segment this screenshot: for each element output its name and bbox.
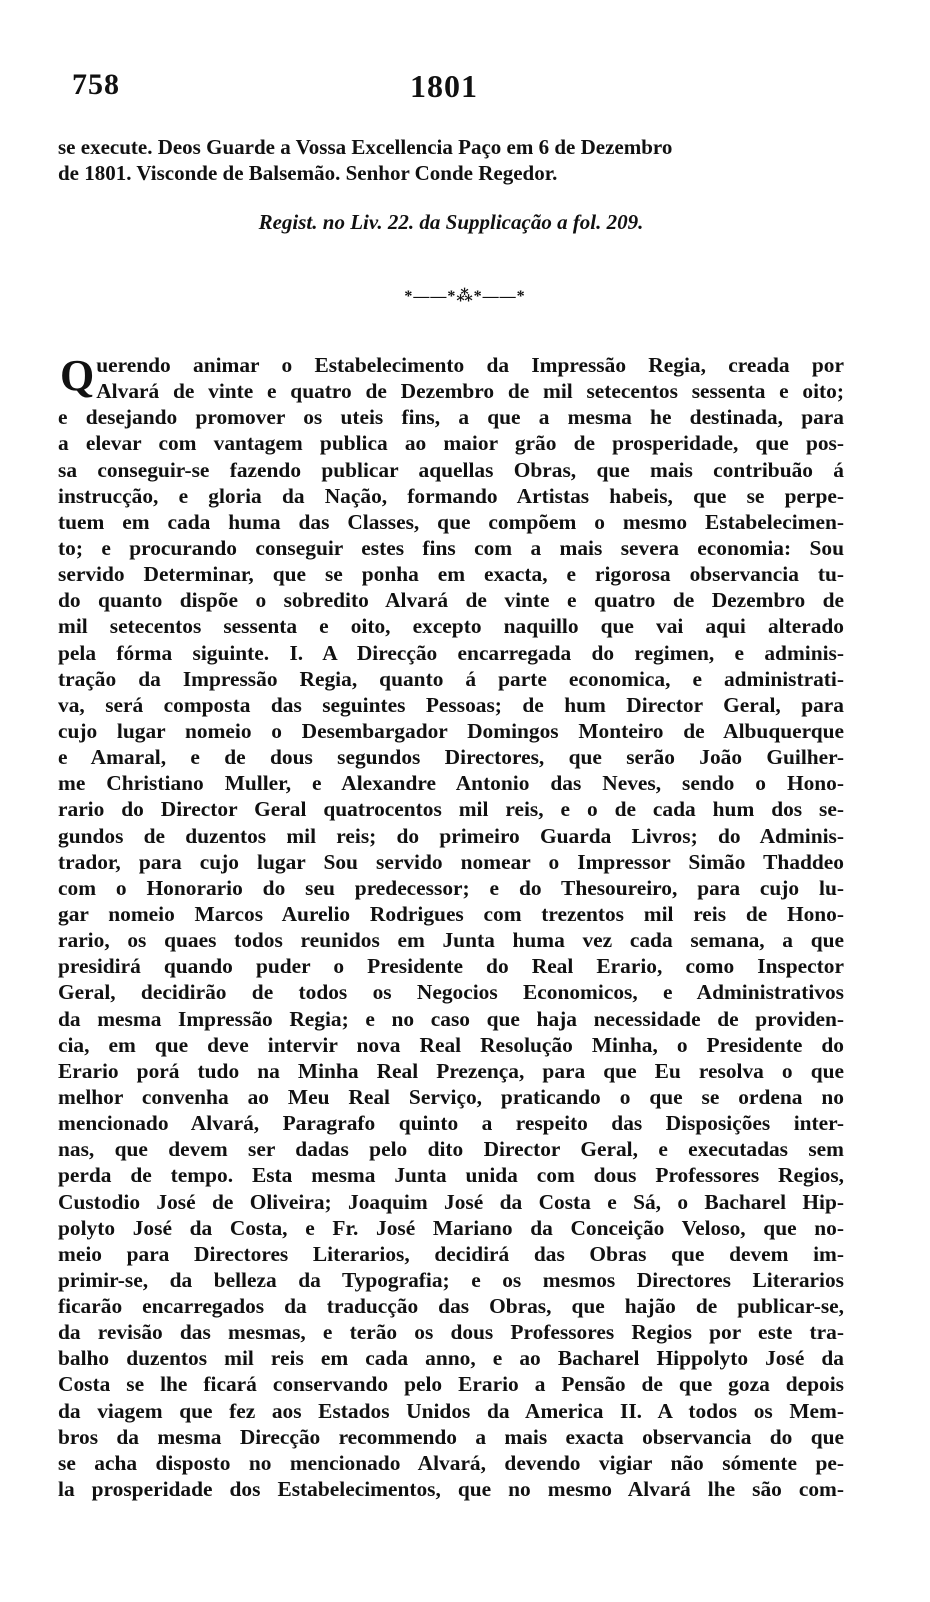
text-line: melhor convenha ao Meu Real Serviço, praticando o que se ordena no bbox=[58, 1084, 844, 1109]
text-line: trador, para cujo lugar Sou servido nomear o Impressor Simão Thaddeo bbox=[58, 849, 844, 874]
text-line: va, será composta das seguintes Pessoas; de hum Director Geral, para bbox=[58, 692, 844, 717]
text-line: presidirá quando puder o Presidente do Real Erario, como Inspector bbox=[58, 954, 844, 979]
text-line: do quanto dispõe o sobredito Alvará de vinte e quatro de Dezembro de bbox=[58, 588, 844, 613]
text-line: da mesma Impressão Regia; e no caso que haja necessidade de providen- bbox=[58, 1006, 844, 1031]
text-line: nas, que devem ser dadas pelo dito Director Geral, e executadas sem bbox=[58, 1137, 844, 1162]
text-line: gundos de duzentos mil reis; do primeiro Guarda Livros; do Adminis- bbox=[58, 823, 844, 848]
text-line: la prosperidade dos Estabelecimentos, que no mesmo Alvará lhe são com- bbox=[58, 1477, 844, 1502]
drop-cap: Q bbox=[60, 351, 95, 400]
text-line: se execute. Deos Guarde a Vossa Excellencia Paço em 6 de Dezembro bbox=[58, 135, 673, 159]
text-line: ficarão encarregados da traducção das Obras, que hajão de publicar-se, bbox=[58, 1294, 844, 1319]
text-line: gar nomeio Marcos Aurelio Rodrigues com trezentos mil reis de Hono- bbox=[58, 901, 844, 926]
text-line: primir-se, da belleza da Typografia; e os mesmos Directores Literarios bbox=[58, 1267, 844, 1292]
text-line: cujo lugar nomeio o Desembargador Domingos Monteiro de Albuquerque bbox=[58, 718, 844, 743]
text-line: com o Honorario do seu predecessor; e do Thesoureiro, para cujo lu- bbox=[58, 875, 844, 900]
text-line: polyto José da Costa, e Fr. José Mariano da Conceição Veloso, que no- bbox=[58, 1215, 844, 1240]
text-line: de 1801. Visconde de Balsemão. Senhor Conde Regedor. bbox=[58, 161, 558, 185]
text-line: Geral, decidirão de todos os Negocios Economicos, e Administrativos bbox=[58, 980, 844, 1005]
text-line: cia, em que deve intervir nova Real Resolução Minha, o Presidente do bbox=[58, 1032, 844, 1057]
page-header bbox=[72, 68, 858, 112]
text-line: tração da Impressão Regia, quanto á parte economica, e administrati- bbox=[58, 666, 844, 691]
text-line: a elevar com vantagem publica ao maior grão de prosperidade, que pos- bbox=[58, 431, 844, 456]
text-line: se acha disposto no mencionado Alvará, devendo vigiar não sómente pe- bbox=[58, 1450, 844, 1475]
registry-note: Regist. no Liv. 22. da Supplicação a fol. 209. bbox=[258, 210, 644, 234]
text-line: da revisão das mesmas, e terão os dous Professores Regios por este tra- bbox=[58, 1320, 844, 1345]
text-line: pela fórma siguinte. I. A Direcção encarregada do regimen, e adminis- bbox=[58, 640, 844, 665]
text-line: balho duzentos mil reis em cada anno, e ao Bacharel Hippolyto José da bbox=[58, 1346, 844, 1371]
ornament-divider: *——*⁂*——* bbox=[404, 288, 526, 305]
text-line: Custodio José de Oliveira; Joaquim José da Costa e Sá, o Bacharel Hip- bbox=[58, 1189, 844, 1214]
text-line: sa conseguir-se fazendo publicar aquellas Obras, que mais contribuão á bbox=[58, 457, 844, 482]
text-line: servido Determinar, que se ponha em exacta, e rigorosa observancia tu- bbox=[58, 562, 844, 587]
page-number: 758 bbox=[72, 68, 120, 101]
text-line: bros da mesma Direcção recommendo a mais exacta observancia do que bbox=[58, 1424, 844, 1449]
text-line: uerendo animar o Estabelecimento da Impressão Regia, creada por bbox=[96, 353, 844, 377]
text-line: e desejando promover os uteis fins, a que a mesma he destinada, para bbox=[58, 405, 844, 430]
text-line: mil setecentos sessenta e oito, excepto naquillo que vai aqui alterado bbox=[58, 614, 844, 639]
closing-paragraph bbox=[58, 134, 844, 186]
decree-body bbox=[58, 352, 844, 1502]
text-line: me Christiano Muller, e Alexandre Antonio das Neves, sendo o Hono- bbox=[58, 771, 844, 796]
text-line: rario, os quaes todos reunidos em Junta huma vez cada semana, a que bbox=[58, 928, 844, 953]
text-line: Alvará de vinte e quatro de Dezembro de mil setecentos sessenta e oito; bbox=[96, 379, 844, 404]
text-line: Costa se lhe ficará conservando pelo Erario a Pensão de que goza depois bbox=[58, 1372, 844, 1397]
text-line: tuem em cada huma das Classes, que compõem o mesmo Estabelecimen- bbox=[58, 509, 844, 534]
text-line: perda de tempo. Esta mesma Junta unida com dous Professores Regios, bbox=[58, 1163, 844, 1188]
text-line: meio para Directores Literarios, decidirá das Obras que devem im- bbox=[58, 1241, 844, 1266]
text-line: e Amaral, e de dous segundos Directores, que serão João Guilher- bbox=[58, 745, 844, 770]
text-line: rario do Director Geral quatrocentos mil reis, e o de cada hum dos se- bbox=[58, 797, 844, 822]
text-line: to; e procurando conseguir estes fins com a mais severa economia: Sou bbox=[58, 535, 844, 560]
text-line: mencionado Alvará, Paragrafo quinto a respeito das Disposições inter- bbox=[58, 1111, 844, 1136]
body-lines bbox=[58, 352, 844, 1502]
text-line: Erario porá tudo na Minha Real Prezença, para que Eu resolva o que bbox=[58, 1058, 844, 1083]
text-line: da viagem que fez aos Estados Unidos da America II. A todos os Mem- bbox=[58, 1398, 844, 1423]
text-line: instrucção, e gloria da Nação, formando Artistas habeis, que se perpe- bbox=[58, 483, 844, 508]
running-head-year: 1801 bbox=[410, 68, 478, 104]
